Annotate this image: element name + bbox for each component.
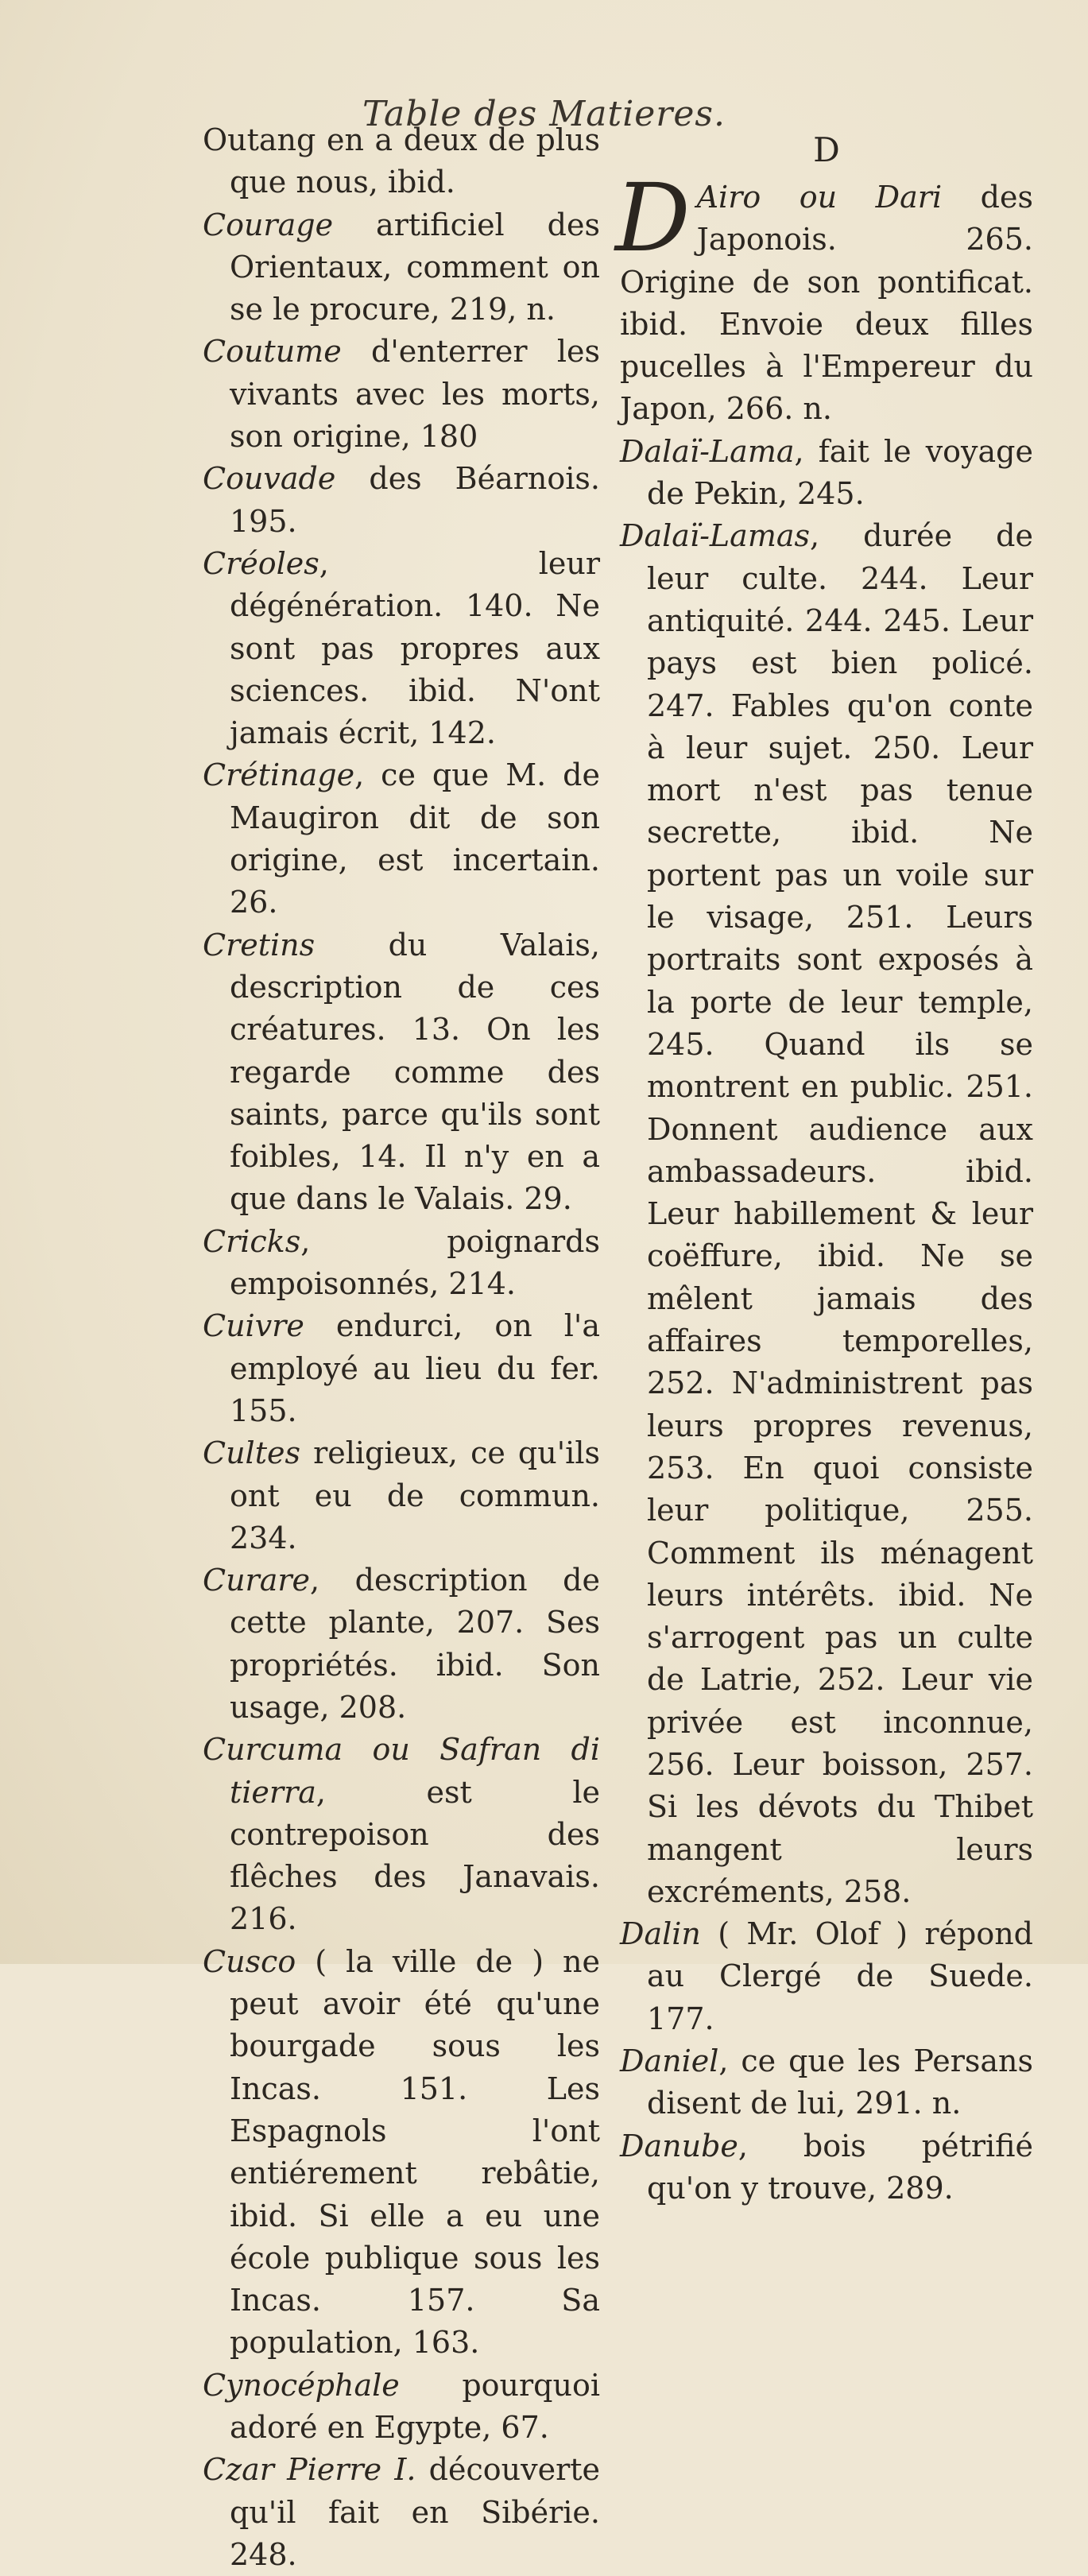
index-entry [620,2040,1033,2125]
entry-text: ( la ville de ) ne peut avoir été qu'une bourgade sous les Incas. 151. Les Espagnols l'ont entiérement rebâtie, ibid. Si elle a eu une école publique sous les Incas. 157. Sa population, 163. [230,1943,600,2361]
left-column [203,119,600,2576]
index-entry [203,331,600,458]
index-entry [203,754,600,924]
index-entry [620,431,1033,516]
entry-text: , bois pétrifié qu'on y trouve, 289. [647,2128,1033,2206]
entry-headword: Airo ou Dari [696,180,943,215]
index-entry [203,924,600,1221]
entry-headword: Czar Pierre I. [203,2452,416,2488]
entry-headword: Créoles [203,545,319,581]
index-entry [203,1221,600,1306]
entry-text: , est le contrepoison des flêches des Janavais. 216. [230,1774,600,1937]
entry-headword: Cultes [203,1435,300,1471]
entry-headword: Cusco [203,1943,296,1979]
entry-text: religieux, ce qu'ils ont eu de commun. 234. [230,1435,600,1555]
entry-text: ( Mr. Olof ) répond au Clergé de Suede. 177. [647,1916,1033,2036]
entry-text: Outang en a deux de plus que nous, ibid. [203,122,600,200]
entry-text: , ce que les Persans disent de lui, 291. n. [647,2043,1033,2121]
entry-headword: Curcuma ou Safran di tierra [203,1732,600,1810]
entry-headword: Coutume [203,334,342,370]
right-entries [620,431,1033,2210]
index-entry [203,2449,600,2576]
entry-headword: Cynocéphale [203,2367,400,2403]
entry-headword: Dalin [620,1916,701,1952]
entry-headword: Cricks [203,1223,301,1259]
entry-text: d'enterrer les vivants avec les morts, son origine, 180 [230,334,600,455]
index-entry [620,515,1033,1913]
entry-text: du Valais, description de ces créatures. 13. On les regarde comme des saints, parce qu'ils sont foibles, 14. Il n'y en a que dans le Valais. 29. [230,927,600,1217]
entry-headword: Curare [203,1563,311,1598]
index-entry [203,2365,600,2450]
index-entry [203,204,600,331]
entry-headword: Dalaï-Lama [620,433,795,469]
entry-headword: Crétinage [203,757,355,793]
entry-text: , durée de leur culte. 244. Leur antiquité. 244. 245. Leur pays est bien policé. 247. Fables qu'on conte à leur sujet. 250. Leur mort n'est pas tenue secrette, ibid. Ne portent pas un voile sur le visage, 251. Leurs portraits sont exposés à la porte de leur temple, 245. Quand ils se montrent en public. 251. Donnent audience aux ambassadeurs. ibid. Leur habillement & leur coëffure, ibid. Ne se mêlent jamais des affaires temporelles, 252. N'administrent pas leurs propres revenus, 253. En quoi consiste leur politique, 255. Comment ils ménagent leurs intérêts. ibid. Ne s'arrogent pas un culte de Latrie, 252. Leur vie privée est inconnue, 256. Leur boisson, 257. Si les dévots du Thibet mangent leurs excréments, 258. [647,518,1033,1909]
index-entry [203,1941,600,2365]
entry-text: découverte qu'il fait en Sibérie. 248. [230,2452,600,2572]
index-entry [203,1559,600,1729]
entry-text: des Japonois. 265. Origine de son pontificat. ibid. Envoie deux filles pucelles à l'Empereur du Japon, 266. n. [620,180,1033,427]
entry-text: pourquoi adoré en Egypte, 67. [230,2367,600,2446]
entry-text: des Béarnois. 195. [230,461,600,539]
entry-text: , ce que M. de Maugiron dit de son origine, est incertain. 26. [230,757,600,920]
section-letter: D [813,130,840,169]
running-header: Table des Matieres. [362,94,726,134]
entry-headword: Couvade [203,461,336,497]
index-entry [203,458,600,543]
entry-text: , description de cette plante, 207. Ses propriétés. ibid. Son usage, 208. [230,1563,600,1725]
index-entry [620,2125,1033,2210]
entry-headword: Daniel [620,2043,719,2079]
index-entry [203,119,600,204]
index-entry [203,543,600,754]
index-entry [203,1432,600,1559]
index-entry [620,1913,1033,2040]
index-entry [203,1305,600,1432]
entry-text: artificiel des Orientaux, comment on se le procure, 219, n. [230,207,600,327]
entry-headword: Dalaï-Lamas [620,518,811,554]
entry-text: , fait le voyage de Pekin, 245. [647,433,1033,512]
entry-headword: Danube [620,2128,738,2163]
entry-headword: Courage [203,207,334,242]
entry-headword: Cuivre [203,1308,304,1344]
entry-text: , leur dégénération. 140. Ne sont pas propres aux sciences. ibid. N'ont jamais écrit, 142. [230,545,600,751]
index-entry [615,163,1033,431]
drop-cap: D [615,163,691,273]
entry-headword: Cretins [203,927,316,963]
right-column [615,119,1033,2210]
index-entry [203,1729,600,1940]
entry-text: , poignards empoisonnés, 214. [230,1223,600,1302]
entry-text: endurci, on l'a employé au lieu du fer. 155. [230,1308,600,1428]
